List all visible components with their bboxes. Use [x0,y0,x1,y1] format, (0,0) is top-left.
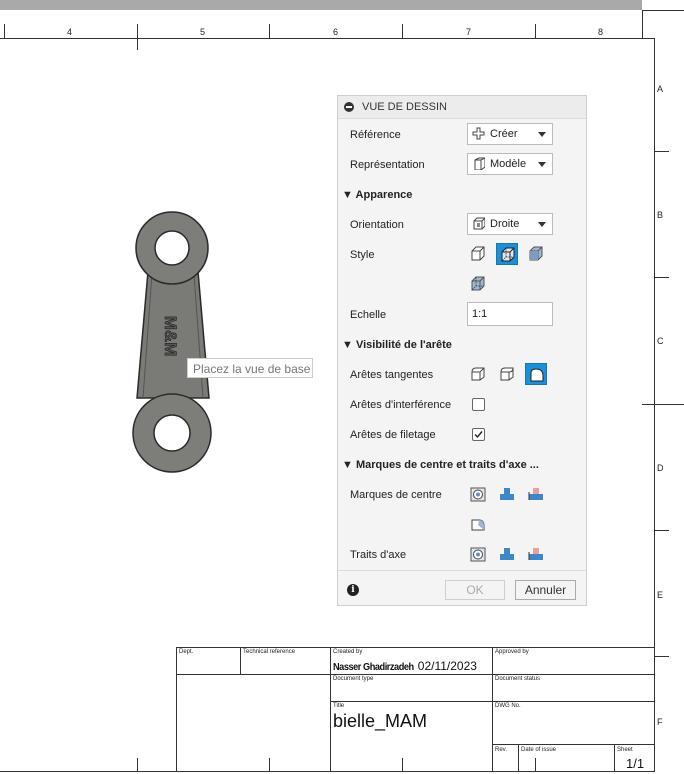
row-letter: B [657,210,664,220]
panel-header[interactable] [338,96,586,119]
outer-right-edge [642,10,643,38]
dept-label: Dept. [179,649,194,655]
column-number: 5 [200,27,206,37]
checkmark-icon [473,429,484,440]
reference-label: Référence [350,129,401,141]
info-icon[interactable]: i [347,584,359,596]
representation-dropdown[interactable] [467,153,553,175]
centerline-icon [470,546,486,562]
document-status-label: Document status [495,676,541,682]
center-mark-icon [470,486,486,502]
title-label: Title [333,703,345,709]
row-tick [655,151,669,152]
col-tick-bottom [535,758,536,772]
cancel-button[interactable]: Annuler [515,580,576,600]
document-type-label: Document type [333,676,374,682]
frame-top-border [0,38,655,39]
interference-edges-label: Arêtes d'interférence [350,399,452,411]
centerlines-label: Traits d'axe [350,549,407,561]
shaded-hidden-cube-icon [470,276,486,292]
drawing-title: bielle_MAM [333,711,428,731]
center-mark-circle-button[interactable] [467,513,489,535]
representation-label: Représentation [350,159,425,171]
shaded-cube-icon [528,246,544,262]
center-mark-add-button[interactable] [525,483,547,505]
col-tick [137,24,138,50]
centerline-add-button[interactable] [525,543,547,565]
centerline-button[interactable] [467,543,489,565]
sheet-label: Sheet [617,747,633,753]
centerline-pattern-icon [499,546,515,562]
column-number: 8 [598,27,604,37]
tb-line [492,647,493,772]
reference-value: Créer [490,128,518,140]
tangent-edges-off-icon [470,366,486,382]
column-number: 7 [466,27,472,37]
interference-edges-checkbox[interactable] [472,398,485,411]
chevron-down-icon [538,222,546,227]
section-edge-visibility-label: Visibilité de l'arête [355,339,452,351]
row-letter: F [657,717,663,727]
orientation-label: Orientation [350,219,404,231]
row-tick [655,277,669,278]
model-icon [472,157,485,170]
style-hidden-edges-button[interactable] [496,243,518,265]
center-mark-pattern-icon [499,486,515,502]
panel-footer [338,570,586,606]
hidden-lines-cube-icon [500,247,516,263]
col-tick [269,24,270,38]
technical-reference-label: Technical reference [243,649,296,655]
circular-edge-icon [470,516,486,532]
sheet-value: 1/1 [626,756,645,771]
style-shaded-button[interactable] [525,243,547,265]
col-tick [4,24,5,38]
dwg-no-label: DWG No. [495,703,521,709]
frame-right-border [654,38,655,772]
section-edge-visibility[interactable]: ▼ Visibilité de l'arête [342,339,452,351]
base-view-placeholder: Placez la vue de base [187,358,313,378]
row-tick [642,404,684,405]
drawing-view-panel [337,95,587,606]
col-tick-bottom [269,758,270,772]
style-visible-edges-button[interactable] [467,243,489,265]
center-marks-label: Marques de centre [350,489,442,501]
created-by-label: Created by [333,649,363,655]
tb-line [614,744,615,772]
connecting-rod-model[interactable] [127,208,219,483]
row-tick [655,530,669,531]
ok-button[interactable]: OK [445,580,505,600]
centerline-add-icon [528,546,544,562]
row-letter: C [657,336,664,346]
created-date: 02/11/2023 [417,659,477,673]
section-appearance-label: Apparence [355,189,413,201]
center-mark-pattern-button[interactable] [496,483,518,505]
tangent-edges-off-button[interactable] [467,363,489,385]
wireframe-cube-icon [470,246,486,262]
tb-line [176,647,655,648]
style-label: Style [350,249,375,261]
center-mark-add-icon [528,486,544,502]
tangent-edges-shortened-button[interactable] [525,363,547,385]
col-tick [402,24,403,38]
scale-input[interactable]: 1:1 [467,302,553,326]
style-shaded-hidden-button[interactable] [467,273,489,295]
reference-dropdown[interactable] [467,123,553,145]
tb-line [176,647,177,772]
top-toolbar-strip [0,0,642,10]
tb-line [492,744,655,745]
part-engraving: M&M [161,315,180,357]
date-of-issue-label: Date of issue [521,747,557,753]
section-appearance[interactable]: ▼ Apparence [342,189,413,201]
section-center-marks-label: Marques de centre et traits d'axe ... [355,459,539,471]
col-tick-bottom [137,758,138,772]
rev-label: Rev. [495,747,507,753]
col-tick [535,24,536,38]
column-number: 6 [333,27,339,37]
row-tick [655,656,669,657]
representation-value: Modèle [490,158,527,170]
thread-edges-checkbox[interactable] [472,428,485,441]
tb-line [240,647,241,674]
orientation-dropdown[interactable] [467,213,553,235]
outer-top-edge [642,10,684,11]
tb-line [330,647,331,772]
tangent-edges-shortened-icon [529,367,545,383]
tangent-edges-full-button[interactable] [496,363,518,385]
frame-bottom-border [0,771,655,772]
created-by-row [333,659,477,673]
centerline-pattern-button[interactable] [496,543,518,565]
approved-by-label: Approved by [495,649,529,655]
panel-title: VUE DE DESSIN [362,101,447,113]
create-icon [472,127,485,140]
scale-label: Echelle [350,309,387,321]
tb-line [518,744,519,772]
orientation-value: Droite [490,218,520,230]
tangent-edges-label: Arêtes tangentes [350,369,434,381]
created-by-value: Nasser Ghadirzadeh [333,662,414,673]
row-letter: A [657,84,664,94]
right-view-icon [472,217,485,230]
tangent-edges-full-icon [499,366,515,382]
col-tick-bottom [402,758,403,772]
row-letter: E [657,590,664,600]
tb-line [176,674,655,675]
section-center-marks[interactable]: ▼ Marques de centre et traits d'axe ... [342,459,539,471]
center-mark-button[interactable] [467,483,489,505]
collapse-icon[interactable] [344,102,354,112]
chevron-down-icon [538,132,546,137]
column-number: 4 [67,27,73,37]
thread-edges-label: Arêtes de filetage [350,429,436,441]
chevron-down-icon [538,162,546,167]
row-letter: D [657,463,664,473]
